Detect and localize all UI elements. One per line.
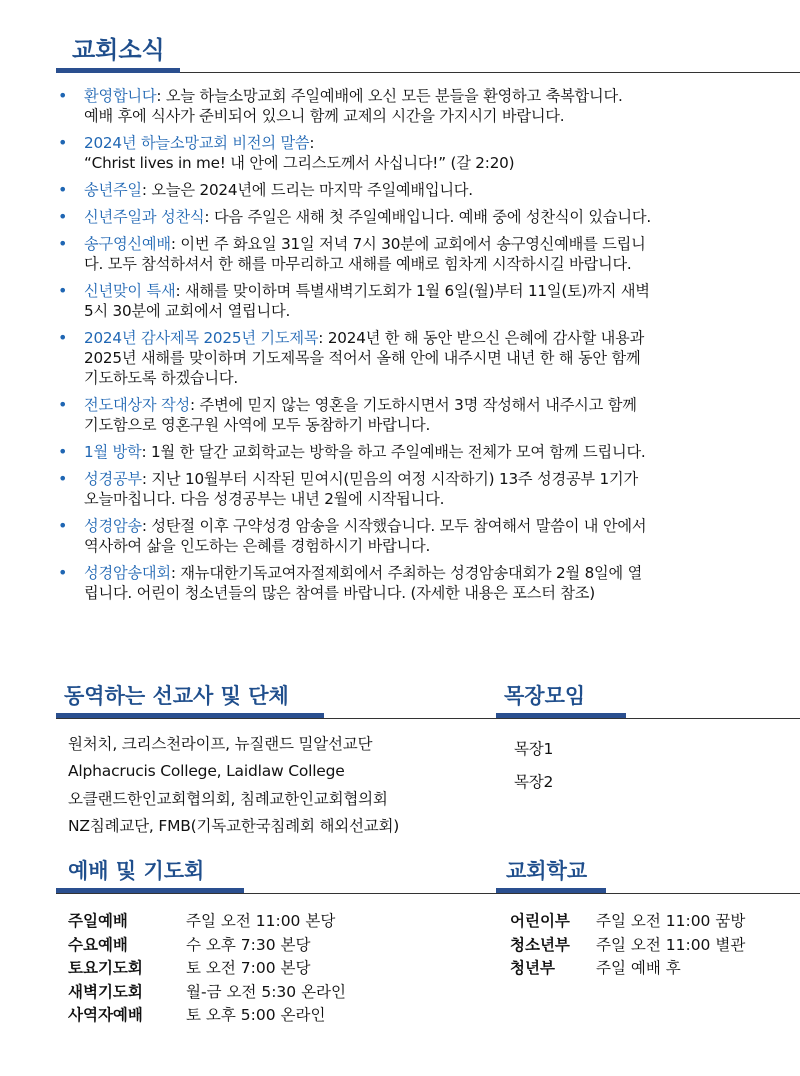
news-item-head: 환영합니다 <box>84 87 157 105</box>
schedule-row <box>68 981 346 1005</box>
schedule-row <box>510 957 745 981</box>
schedule-key: 청년부 <box>510 959 555 977</box>
news-item-head: 신년주일과 성찬식 <box>84 208 205 226</box>
news-list <box>58 86 780 610</box>
schedule-key: 주일예배 <box>68 912 128 930</box>
news-item-body: : <box>309 134 315 152</box>
worship-schedule <box>68 910 346 1028</box>
schedule-value: 주일 예배 후 <box>596 959 681 977</box>
news-item-body-2: 기도함으로 영혼구원 사역에 모두 동참하기 바랍니다. <box>84 416 431 434</box>
bullet-icon: • <box>58 86 68 105</box>
news-item-body: : 2024년 한 해 동안 받으신 은혜에 감사할 내용과 <box>318 329 645 347</box>
news-item-body-2: 다. 모두 참석하셔서 한 해를 마무리하고 새해를 예배로 힘차게 시작하시길 바랍니다. <box>84 255 632 273</box>
bullet-icon: • <box>58 563 68 582</box>
news-item <box>58 328 780 388</box>
schedule-value: 주일 오전 11:00 별관 <box>596 935 746 954</box>
news-item-body: : 성탄절 이후 구약성경 암송을 시작했습니다. 모두 참여해서 말씀이 내 안에서 <box>141 517 647 535</box>
school-title: 교회학교 <box>506 859 588 883</box>
missions-line: 오클랜드한인교회협의회, 침례교한인교회협의회 <box>68 790 388 808</box>
news-item-body: : 1월 한 달간 교회학교는 방학을 하고 주일예배는 전체가 모여 함께 드립니다. <box>141 443 646 461</box>
schedule-row <box>510 910 745 934</box>
pastors-rule-accent <box>496 713 626 718</box>
bullet-icon: • <box>58 234 68 253</box>
schedule-value: 토 오후 5:00 온라인 <box>186 1006 326 1024</box>
schedule-row <box>68 957 346 981</box>
news-item-head: 송구영신예배 <box>84 235 171 253</box>
news-item-body: : 주변에 믿지 않는 영혼을 기도하시면서 3명 작성해서 내주시고 함께 <box>189 396 637 414</box>
pastors-line: 목장1 <box>514 740 554 758</box>
news-item-head: 2024년 감사제목 2025년 기도제목 <box>84 329 319 347</box>
news-item-head: 성경공부 <box>84 470 142 488</box>
news-rule-accent <box>56 68 180 73</box>
news-item <box>58 86 780 126</box>
school-schedule <box>510 910 745 981</box>
schedule-key: 사역자예배 <box>68 1006 143 1024</box>
bullet-icon: • <box>58 328 68 347</box>
news-item-body-2: 립니다. 어린이 청소년들의 많은 참여를 바랍니다. (자세한 내용은 포스터 참조) <box>84 584 595 602</box>
missions-line: 원처치, 크리스천라이프, 뉴질랜드 밀알선교단 <box>68 735 373 753</box>
schedule-row <box>68 934 346 958</box>
bullet-icon: • <box>58 281 68 300</box>
schedule-value: 월-금 오전 5:30 온라인 <box>186 982 346 1001</box>
news-item-head: 성경암송대회 <box>84 564 171 582</box>
news-item <box>58 180 780 200</box>
bullet-icon: • <box>58 516 68 535</box>
news-item-head: 전도대상자 작성 <box>84 396 190 414</box>
bullet-icon: • <box>58 180 68 199</box>
news-item-body-3: 기도하도록 하겠습니다. <box>84 369 238 387</box>
news-item <box>58 281 780 321</box>
news-item <box>58 563 780 603</box>
news-item-body: : 이번 주 화요일 31일 저녁 7시 30분에 교회에서 송구영신예배를 드립니 <box>170 235 646 253</box>
bullet-icon: • <box>58 133 68 152</box>
schedule-key: 청소년부 <box>510 935 570 954</box>
news-item <box>58 516 780 556</box>
news-item-head: 2024년 하늘소망교회 비전의 말씀 <box>84 134 310 152</box>
schedule-value: 토 오전 7:00 본당 <box>186 959 311 977</box>
news-item <box>58 395 780 435</box>
news-item-body: : 오늘 하늘소망교회 주일예배에 오신 모든 분들을 환영하고 축복합니다. <box>156 87 623 105</box>
pastors-title: 목장모임 <box>504 684 586 708</box>
schedule-value: 주일 오전 11:00 꿈방 <box>596 912 746 930</box>
missions-rule-accent <box>56 713 324 718</box>
news-item <box>58 469 780 509</box>
pastors-line: 목장2 <box>514 773 554 791</box>
news-item-body: : 새해를 맞이하며 특별새벽기도회가 1월 6일(월)부터 11일(토)까지 새벽 <box>175 282 650 300</box>
schedule-key: 어린이부 <box>510 912 570 930</box>
news-item <box>58 234 780 274</box>
bullet-icon: • <box>58 395 68 414</box>
schedule-row <box>68 1004 346 1028</box>
worship-rule-accent <box>56 888 244 893</box>
news-item-body-2: 5시 30분에 교회에서 열립니다. <box>84 302 291 320</box>
schedule-value: 수 오후 7:30 본당 <box>186 935 311 954</box>
news-title: 교회소식 <box>72 36 165 64</box>
worship-title: 예배 및 기도회 <box>68 859 205 883</box>
missions-rule <box>56 718 800 719</box>
bullet-icon: • <box>58 442 68 461</box>
schedule-key: 수요예배 <box>68 935 128 954</box>
news-item-body-2: 예배 후에 식사가 준비되어 있으니 함께 교제의 시간을 가지시기 바랍니다. <box>84 107 565 125</box>
news-item-body: : 재뉴대한기독교여자절제회에서 주최하는 성경암송대회가 2월 8일에 열 <box>170 564 643 582</box>
missions-line: Alphacrucis College, Laidlaw College <box>68 762 345 780</box>
schedule-value: 주일 오전 11:00 본당 <box>186 912 336 930</box>
news-item-head: 송년주일 <box>84 181 142 199</box>
news-item <box>58 207 780 227</box>
news-item-body-2: 역사하여 삶을 인도하는 은혜를 경험하시기 바랍니다. <box>84 537 431 555</box>
schedule-key: 토요기도회 <box>68 959 143 977</box>
news-item-body-2: “Christ lives in me! 내 안에 그리스도께서 사십니다!” (갈 2:20) <box>84 154 515 172</box>
news-item-head: 신년맞이 특새 <box>84 282 176 300</box>
worship-rule <box>56 893 800 894</box>
news-item-body: : 다음 주일은 새해 첫 주일예배입니다. 예배 중에 성찬식이 있습니다. <box>204 208 651 226</box>
schedule-key: 새벽기도회 <box>68 982 143 1001</box>
school-rule-accent <box>496 888 606 893</box>
news-item <box>58 442 780 462</box>
schedule-row <box>510 934 745 958</box>
news-item-body-2: 오늘마칩니다. 다음 성경공부는 내년 2월에 시작됩니다. <box>84 490 445 508</box>
news-item-head: 성경암송 <box>84 517 142 535</box>
news-item-body: : 오늘은 2024년에 드리는 마지막 주일예배입니다. <box>141 181 473 199</box>
bullet-icon: • <box>58 469 68 488</box>
missions-line: NZ침례교단, FMB(기독교한국침례회 해외선교회) <box>68 817 400 835</box>
news-item <box>58 133 780 173</box>
bullet-icon: • <box>58 207 68 226</box>
missions-title: 동역하는 선교사 및 단체 <box>64 684 289 708</box>
news-item-head: 1월 방학 <box>84 443 142 461</box>
news-item-body-2: 2025년 새해를 맞이하며 기도제목을 적어서 올해 안에 내주시면 내년 한 해 동안 함께 <box>84 349 641 367</box>
news-item-body: : 지난 10월부터 시작된 믿여시(믿음의 여정 시작하기) 13주 성경공부 1기가 <box>141 470 638 488</box>
schedule-row <box>68 910 346 934</box>
